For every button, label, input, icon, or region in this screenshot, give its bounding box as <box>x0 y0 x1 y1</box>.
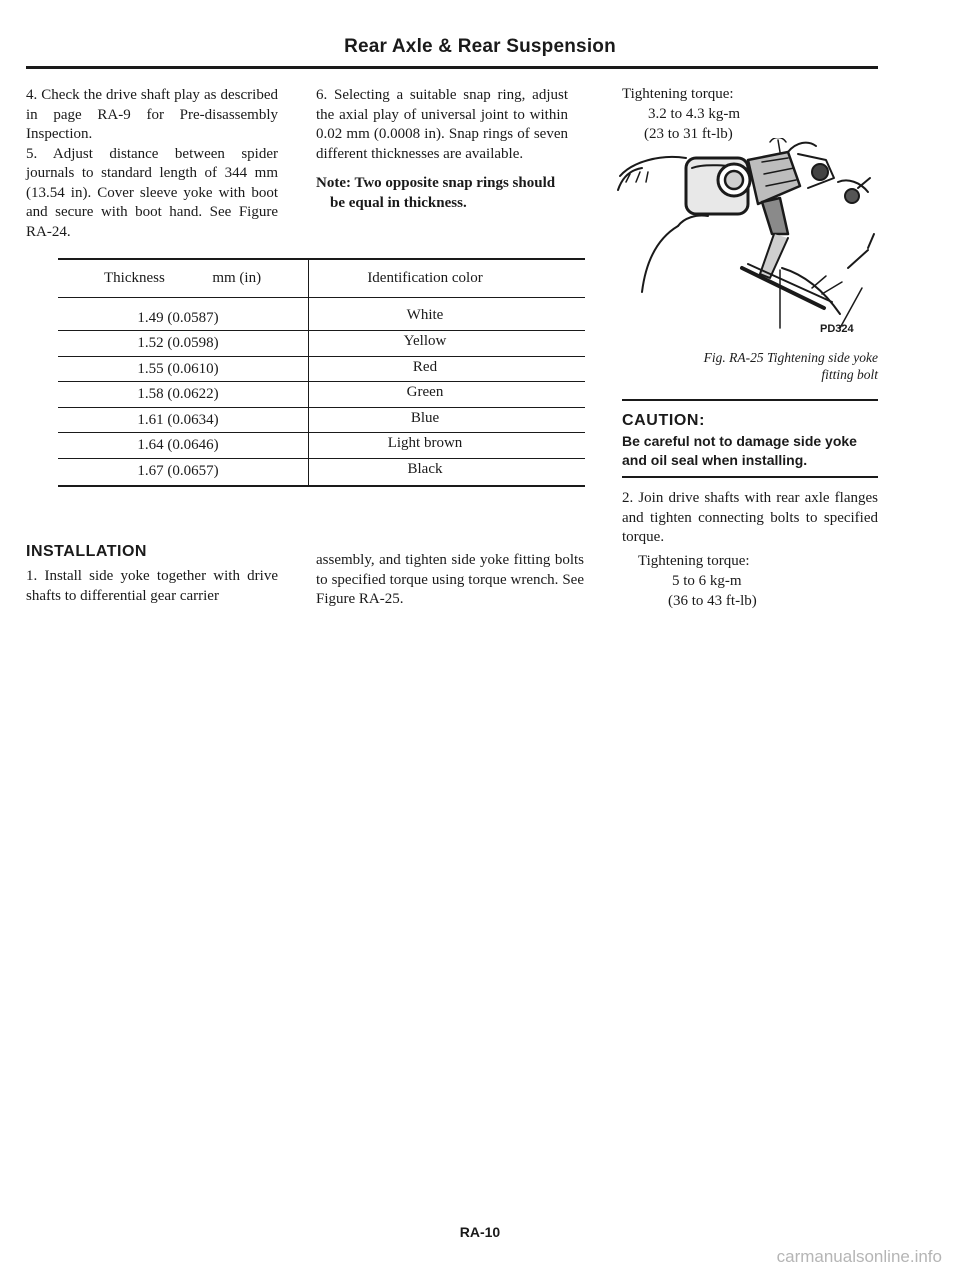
thickness-cell: 1.58 (0.0622) <box>137 386 219 402</box>
step-4-text: 4. Check the drive shaft play as described in page RA-9 for Pre-disassembly Inspection. <box>26 87 278 142</box>
note-label: Note: Two opposite snap rings should <box>316 175 556 191</box>
thickness-cell: 1.67 (0.0657) <box>137 463 219 479</box>
color-cell: Light brown <box>387 435 463 451</box>
watermark: carmanualsonline.info <box>776 1247 942 1266</box>
color-cell: White <box>406 307 444 323</box>
figure-caption-line-1: Fig. RA-25 Tightening side yoke <box>703 350 878 365</box>
table-row-rule <box>58 356 585 357</box>
table-column-divider <box>308 258 309 486</box>
figure-caption <box>622 349 878 383</box>
page-header: Rear Axle & Rear Suspension <box>344 36 616 57</box>
table-row-rule <box>58 458 585 459</box>
torque-1-metric: 3.2 to 4.3 kg-m <box>648 106 741 122</box>
step-6-text: 6. Selecting a suitable snap ring, adjust the axial play of universal joint to within 0.02 mm (0.0008 in). Snap rings of seven different thicknesses are available. <box>316 87 568 162</box>
table-top-rule <box>58 258 585 260</box>
color-cell: Blue <box>410 410 440 426</box>
color-cell: Yellow <box>403 333 447 349</box>
installation-step-1-continued <box>316 551 584 610</box>
figure-ra-25-illustration <box>612 138 878 333</box>
thickness-cell: 1.55 (0.0610) <box>137 361 219 377</box>
table-header-color: Identification color <box>367 270 483 286</box>
color-cell: Green <box>406 384 444 400</box>
step-2-text: 2. Join drive shafts with rear axle flanges and tighten connecting bolts to specified torque. <box>622 490 878 545</box>
thickness-cell: 1.49 (0.0587) <box>137 310 219 326</box>
column-1 <box>26 86 278 242</box>
step-2 <box>622 489 878 548</box>
table-header-rule <box>58 297 585 298</box>
torque-1-label: Tightening torque: <box>622 86 734 102</box>
color-cell: Black <box>407 461 443 477</box>
caution-heading: CAUTION: <box>622 412 706 429</box>
torque-spec-1 <box>622 84 740 144</box>
header-rule <box>26 66 878 69</box>
table-row-rule <box>58 381 585 382</box>
caution-top-rule <box>622 399 878 401</box>
thickness-cell: 1.61 (0.0634) <box>137 412 219 428</box>
caution-bottom-rule <box>622 476 878 478</box>
thickness-cell: 1.52 (0.0598) <box>137 335 219 351</box>
page-number: RA-10 <box>459 1224 501 1240</box>
torque-2-label: Tightening torque: <box>638 553 750 569</box>
table-header-thickness: Thickness mm (in) <box>104 270 262 286</box>
caution-text: Be careful not to damage side yoke and oil seal when installing. <box>622 433 857 468</box>
step-5-text: 5. Adjust distance between spider journals to standard length of 344 mm (13.54 in). Cover sleeve yoke with boot and secure with boot hand. See Figure RA-24. <box>26 145 278 240</box>
torque-spec-2 <box>638 551 757 611</box>
thickness-cell: 1.64 (0.0646) <box>137 437 219 453</box>
installation-heading: INSTALLATION <box>26 543 147 560</box>
installation-step-1 <box>26 567 278 606</box>
figure-caption-line-2: fitting bolt <box>821 367 878 382</box>
table-header-unit: mm (in) <box>212 270 262 286</box>
table-bottom-rule <box>58 485 585 487</box>
torque-2-metric: 5 to 6 kg-m <box>672 573 742 589</box>
note-text: be equal in thickness. <box>330 194 467 211</box>
installation-step-1-text: 1. Install side yoke together with drive shafts to differential gear carrier <box>26 568 278 604</box>
table-row-rule <box>58 407 585 408</box>
figure-code: PD324 <box>820 323 854 335</box>
table-row-rule <box>58 330 585 331</box>
table-row-rule <box>58 432 585 433</box>
torque-2-imperial: (36 to 43 ft-lb) <box>668 593 757 609</box>
color-cell: Red <box>412 359 438 375</box>
installation-step-1-cont-text: assembly, and tighten side yoke fitting bolts to specified torque using torque wrench. See Figure RA-25. <box>316 552 584 607</box>
column-2 <box>316 86 568 213</box>
torque-1-imperial: (23 to 31 ft-lb) <box>644 126 733 142</box>
